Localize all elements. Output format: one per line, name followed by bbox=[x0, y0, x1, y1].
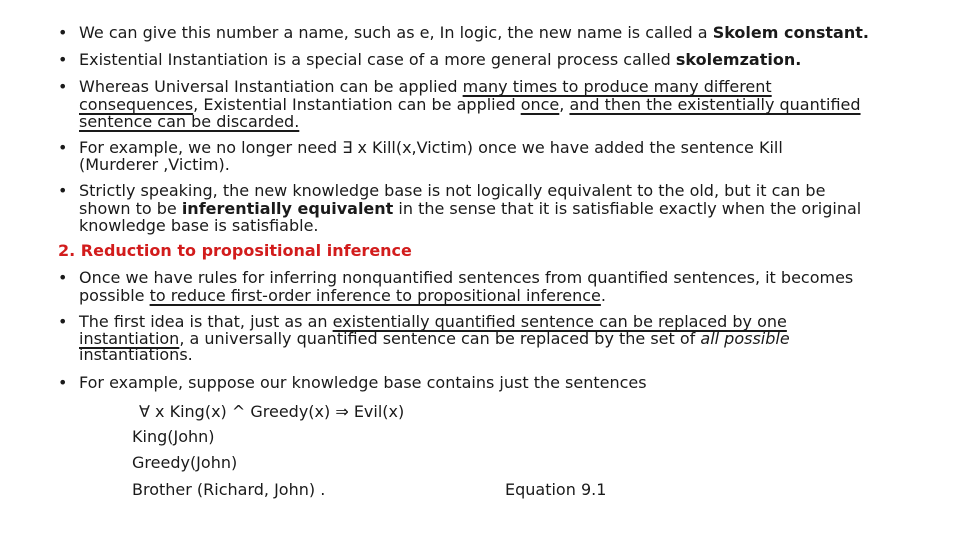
bullet-text: The first idea is that, just as an bbox=[79, 312, 333, 331]
bullet-text: shown to be bbox=[79, 199, 182, 218]
italic-text: all possible bbox=[700, 329, 790, 348]
bullet-text: in the sense that it is satisfiable exactly when the original bbox=[393, 199, 862, 218]
kb-sentence-king: King(John) bbox=[132, 427, 215, 446]
bullet-text: Whereas Universal Instantiation can be applied bbox=[79, 77, 463, 96]
bullet-dot: • bbox=[58, 50, 68, 69]
bullet-text: . bbox=[600, 286, 606, 305]
bullet-text: , a universally quantified sentence can be replaced by the set of bbox=[179, 329, 701, 348]
underlined-text: existentially quantified sentence can be replaced by one bbox=[332, 312, 787, 331]
bullet-universal-line1 bbox=[79, 78, 772, 96]
bullet-rules-line2 bbox=[79, 287, 606, 305]
equation-label: Equation 9.1 bbox=[505, 480, 607, 499]
bullet-dot: • bbox=[58, 312, 68, 331]
underlined-text: and then the existentially quantified bbox=[569, 95, 861, 114]
bullet-skolem-constant bbox=[79, 24, 869, 42]
bullet-kill-example-line1: For example, we no longer need ∃ x Kill(x,Victim) once we have added the sentence Kill bbox=[79, 138, 783, 157]
bullet-text: , bbox=[559, 95, 570, 114]
bullet-dot: • bbox=[58, 23, 68, 42]
kb-sentence-brother: Brother (Richard, John) . bbox=[132, 480, 326, 499]
kb-sentence-universal: ∀ x King(x) ^ Greedy(x) ⇒ Evil(x) bbox=[139, 402, 405, 421]
bullet-text: We can give this number a name, such as e, In logic, the new name is called a bbox=[79, 23, 713, 42]
bullet-dot: • bbox=[58, 181, 68, 200]
bullet-first-idea-line3: instantiations. bbox=[79, 345, 193, 364]
bullet-rules-line1: Once we have rules for inferring nonquantified sentences from quantified sentences, it becomes bbox=[79, 268, 854, 287]
bullet-strictly-line1: Strictly speaking, the new knowledge base is not logically equivalent to the old, but it can be bbox=[79, 181, 826, 200]
bullet-strictly-line3: knowledge base is satisfiable. bbox=[79, 216, 319, 235]
underlined-text: consequences bbox=[79, 95, 194, 114]
bold-term: skolemzation. bbox=[675, 50, 802, 69]
bold-term: inferentially equivalent bbox=[181, 199, 394, 218]
underlined-text: instantiation bbox=[79, 329, 180, 348]
underlined-text: once bbox=[520, 95, 560, 114]
bullet-kill-example-line2: (Murderer ,Victim). bbox=[79, 155, 230, 174]
bullet-text: , Existential Instantiation can be applied bbox=[193, 95, 521, 114]
bullet-dot: • bbox=[58, 138, 68, 157]
bullet-dot: • bbox=[58, 373, 68, 392]
bullet-skolemization bbox=[79, 51, 801, 69]
bullet-dot: • bbox=[58, 268, 68, 287]
bullet-dot: • bbox=[58, 77, 68, 96]
kb-sentence-greedy: Greedy(John) bbox=[132, 453, 238, 472]
bullet-universal-line3 bbox=[79, 113, 299, 131]
underlined-text: to reduce first-order inference to propositional inference bbox=[149, 286, 601, 305]
section-heading: 2. Reduction to propositional inference bbox=[58, 241, 412, 260]
underlined-text: many times to produce many different bbox=[462, 77, 772, 96]
underlined-text: sentence can be discarded. bbox=[79, 112, 300, 131]
bullet-text: possible bbox=[79, 286, 150, 305]
bullet-text: Existential Instantiation is a special case of a more general process called bbox=[79, 50, 676, 69]
bold-term: Skolem constant. bbox=[712, 23, 869, 42]
bullet-kb-example: For example, suppose our knowledge base contains just the sentences bbox=[79, 373, 647, 392]
